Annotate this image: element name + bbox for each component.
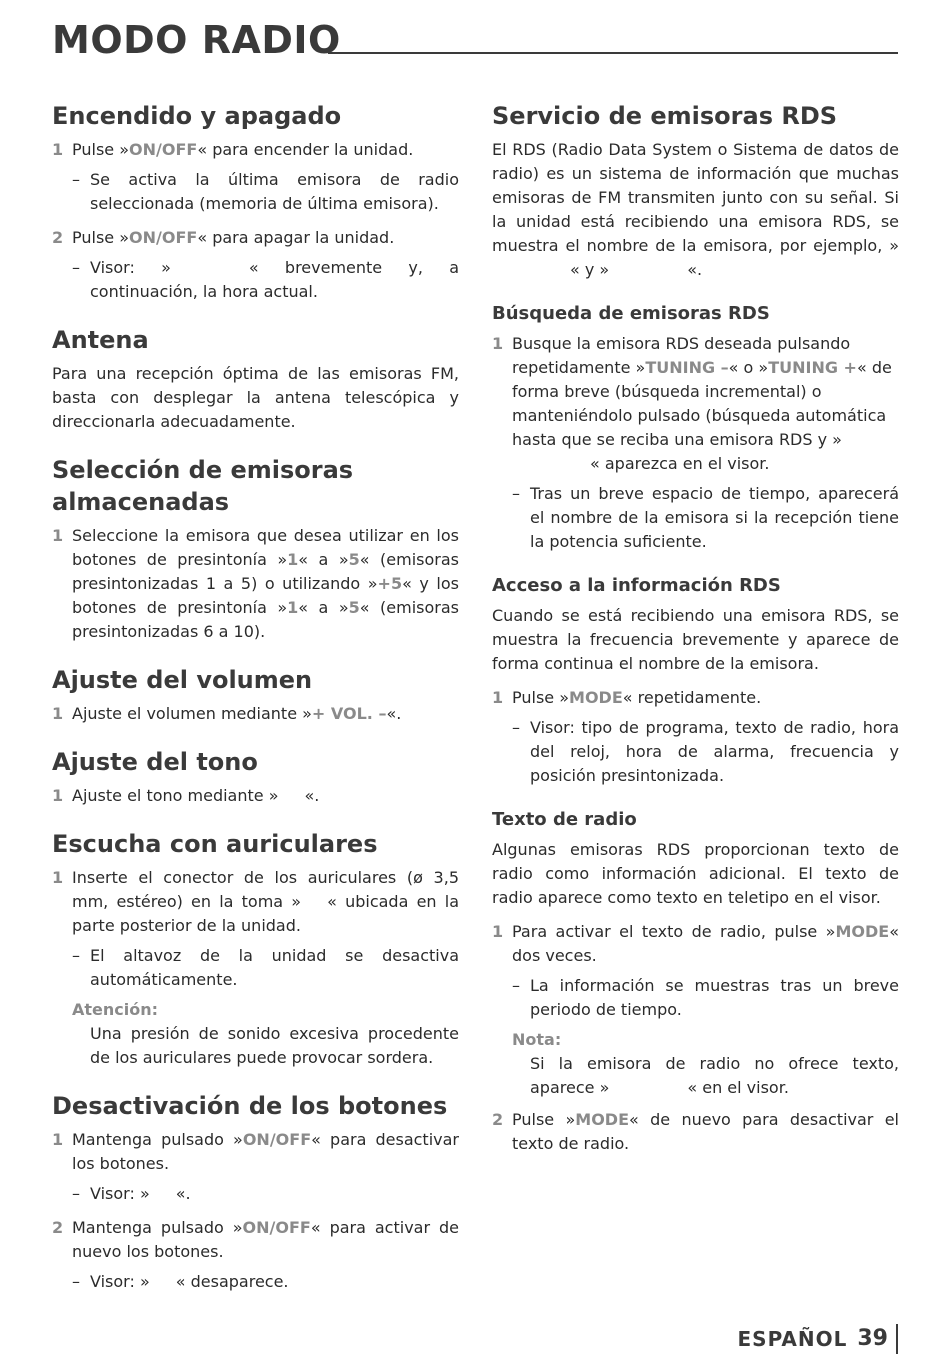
step-number: 2 bbox=[52, 1218, 64, 1237]
result-text-part: Visor: » bbox=[90, 1272, 150, 1291]
section-heading: Antena bbox=[52, 326, 149, 354]
paragraph: Para una recepción óptima de las emisoras FM, basta con desplegar la antena telescópica y direccionarla adecuadamente. bbox=[52, 364, 459, 431]
step-text bbox=[512, 686, 899, 710]
key-label: 5 bbox=[348, 550, 360, 569]
step-text bbox=[72, 702, 459, 726]
step-text-part: «. bbox=[386, 704, 402, 723]
key-label: TUNING + bbox=[768, 358, 857, 377]
step-text bbox=[72, 226, 459, 250]
result-item: – Visor: » «. bbox=[72, 1182, 459, 1206]
step-item bbox=[52, 702, 459, 726]
result-text bbox=[90, 1270, 459, 1294]
subsection-heading: Búsqueda de emisoras RDS bbox=[492, 303, 770, 324]
result-item: – Visor: » « desaparece. bbox=[72, 1270, 459, 1294]
section-volume bbox=[52, 664, 459, 726]
step-text bbox=[512, 332, 899, 476]
step-text-part: « para encender la unidad. bbox=[197, 140, 414, 159]
key-label: MODE bbox=[575, 1110, 629, 1129]
result-text-part: «. bbox=[175, 1184, 191, 1203]
step-text-part: « (emisoras presintonizadas 1 a 5) o utilizando » bbox=[72, 550, 459, 593]
step-text bbox=[72, 1216, 459, 1264]
paragraph-part: «. bbox=[687, 260, 703, 279]
step-text-part: Ajuste el tono mediante » bbox=[72, 786, 279, 805]
section-heading: Desactivación de los botones bbox=[52, 1092, 448, 1120]
key-label: ON/OFF bbox=[129, 140, 198, 159]
info-note bbox=[512, 1028, 899, 1100]
key-label: +5 bbox=[377, 574, 403, 593]
step-text-part: « o » bbox=[728, 358, 769, 377]
section-tone bbox=[52, 746, 459, 808]
step-text-part: Inserte el conector de los auriculares (ø 3,5 mm, estéreo) en la toma » bbox=[72, 868, 459, 911]
step-item bbox=[492, 686, 899, 710]
result-text: Visor: tipo de programa, texto de radio, hora del reloj, hora de alarma, frecuencia y posición presintonizada. bbox=[530, 718, 899, 785]
note-text-part: « en el visor. bbox=[687, 1078, 789, 1097]
result-text-part: « desaparece. bbox=[175, 1272, 289, 1291]
note-text: Una presión de sonido excesiva procedente de los auriculares puede provocar sordera. bbox=[90, 1024, 459, 1067]
step-text-part: « para activar de nuevo los botones. bbox=[72, 1218, 459, 1261]
section-heading: Servicio de emisoras RDS bbox=[492, 102, 838, 130]
step-text-part: Seleccione la emisora que desea utilizar en los botones de presintonía » bbox=[72, 526, 459, 569]
step-text-part: « para desactivar los botones. bbox=[72, 1130, 459, 1173]
step-text-part: Para activar el texto de radio, pulse » bbox=[512, 922, 836, 941]
step-text-part: « a » bbox=[298, 550, 349, 569]
result-item: – La información se muestras tras un breve periodo de tiempo. bbox=[512, 974, 899, 1022]
key-label: 5 bbox=[348, 598, 360, 617]
section-rds-info bbox=[492, 574, 899, 788]
result-item: – Visor: » « brevemente y, a continuación, la hora actual. bbox=[72, 256, 459, 304]
step-text bbox=[72, 784, 459, 808]
section-power bbox=[52, 100, 459, 304]
step-text-part: « (emisoras presintonizadas 6 a 10). bbox=[72, 598, 459, 641]
step-text-part: Mantenga pulsado » bbox=[72, 1130, 243, 1149]
key-label: TUNING – bbox=[645, 358, 729, 377]
step-text bbox=[512, 920, 899, 968]
section-heading: Ajuste del volumen bbox=[52, 666, 313, 694]
step-text bbox=[512, 1108, 899, 1156]
paragraph-part: « y » bbox=[570, 260, 610, 279]
section-stored-stations bbox=[52, 454, 459, 644]
step-number: 1 bbox=[52, 786, 64, 805]
step-text-part: Mantenga pulsado » bbox=[72, 1218, 243, 1237]
step-text-part: « a » bbox=[298, 598, 349, 617]
step-text-part: « aparezca en el visor. bbox=[590, 454, 770, 473]
subsection-heading: Acceso a la información RDS bbox=[492, 575, 781, 596]
note-label: Nota: bbox=[512, 1030, 562, 1049]
right-column bbox=[492, 100, 899, 1176]
result-item: – Visor: tipo de programa, texto de radio, hora del reloj, hora de alarma, frecuencia y posición presintonizada. bbox=[512, 716, 899, 788]
step-text-part: «. bbox=[304, 786, 320, 805]
step-number: 1 bbox=[52, 704, 64, 723]
step-text-part: « para apagar la unidad. bbox=[197, 228, 395, 247]
step-item bbox=[492, 1108, 899, 1156]
section-antenna bbox=[52, 324, 459, 434]
note-text-part: Si la emisora de radio no ofrece texto, aparece » bbox=[530, 1054, 899, 1097]
section-heading: Encendido y apagado bbox=[52, 102, 342, 130]
step-item bbox=[492, 920, 899, 968]
key-label: ON/OFF bbox=[129, 228, 198, 247]
result-text: Tras un breve espacio de tiempo, aparecerá el nombre de la emisora si la recepción tiene la potencia suficiente. bbox=[530, 484, 899, 551]
note-label: Atención: bbox=[72, 1000, 159, 1019]
result-text bbox=[90, 1182, 459, 1206]
step-number: 1 bbox=[492, 688, 504, 707]
page-footer bbox=[738, 1324, 898, 1354]
section-lock bbox=[52, 1090, 459, 1294]
key-label: 1 bbox=[287, 598, 299, 617]
step-text-part: « de forma breve (búsqueda incremental) o manteniéndolo pulsado (búsqueda automática hasta que se reciba una emisora RDS y » bbox=[512, 358, 892, 449]
step-number: 1 bbox=[52, 140, 64, 159]
step-item bbox=[52, 866, 459, 938]
section-heading: Escucha con auriculares bbox=[52, 830, 378, 858]
section-rds-search bbox=[492, 302, 899, 554]
step-number: 2 bbox=[492, 1110, 504, 1129]
step-item bbox=[52, 138, 459, 162]
warning-note bbox=[72, 998, 459, 1070]
step-item bbox=[492, 332, 899, 476]
result-item: – Se activa la última emisora de radio seleccionada (memoria de última emisora). bbox=[72, 168, 459, 216]
footer-language: ESPAÑOL bbox=[737, 1327, 848, 1351]
step-text-part: « ubicada en la parte posterior de la unidad. bbox=[72, 892, 459, 935]
section-heading: Ajuste del tono bbox=[52, 748, 258, 776]
key-label: MODE bbox=[569, 688, 623, 707]
note-text bbox=[530, 1052, 899, 1100]
step-text-part: « repetidamente. bbox=[622, 688, 762, 707]
section-rds bbox=[492, 100, 899, 282]
paragraph bbox=[492, 138, 899, 282]
title-rule bbox=[328, 52, 898, 54]
step-text bbox=[72, 138, 459, 162]
result-text-part: « brevemente y, a continuación, la hora actual. bbox=[90, 258, 459, 301]
step-text-part: Pulse » bbox=[512, 1110, 576, 1129]
section-heading: Selección de emisoras almacenadas bbox=[52, 456, 354, 516]
step-item bbox=[52, 226, 459, 250]
page-title: MODO RADIO bbox=[52, 18, 341, 62]
step-text-part: Ajuste el volumen mediante » bbox=[72, 704, 312, 723]
step-item bbox=[52, 1128, 459, 1176]
step-text-part: Pulse » bbox=[512, 688, 570, 707]
subsection-heading: Texto de radio bbox=[492, 809, 637, 830]
key-label: + VOL. – bbox=[311, 704, 387, 723]
result-text: Se activa la última emisora de radio seleccionada (memoria de última emisora). bbox=[90, 170, 459, 213]
step-number: 1 bbox=[492, 922, 504, 941]
result-text-part: Visor: » bbox=[90, 258, 171, 277]
result-text bbox=[90, 256, 459, 304]
step-number: 1 bbox=[52, 868, 64, 887]
paragraph: Cuando se está recibiendo una emisora RDS, se muestra la frecuencia brevemente y aparece de forma continua el nombre de la emisora. bbox=[492, 606, 899, 673]
key-label: ON/OFF bbox=[242, 1130, 312, 1149]
step-text-part: « de nuevo para desactivar el texto de radio. bbox=[512, 1110, 899, 1153]
step-text bbox=[72, 1128, 459, 1176]
step-text-part: « dos veces. bbox=[512, 922, 899, 965]
result-item: – El altavoz de la unidad se desactiva automáticamente. bbox=[72, 944, 459, 992]
paragraph: Algunas emisoras RDS proporcionan texto de radio como información adicional. El texto de radio aparece como texto en teletipo en el visor. bbox=[492, 840, 899, 907]
step-text-part: « y los botones de presintonía » bbox=[72, 574, 459, 617]
step-number: 1 bbox=[52, 1130, 64, 1149]
step-number: 1 bbox=[52, 526, 64, 545]
left-column bbox=[52, 100, 459, 1314]
step-item bbox=[52, 524, 459, 644]
result-text: El altavoz de la unidad se desactiva automáticamente. bbox=[90, 946, 459, 989]
result-text: La información se muestras tras un breve periodo de tiempo. bbox=[530, 976, 899, 1019]
key-label: ON/OFF bbox=[242, 1218, 311, 1237]
step-item bbox=[52, 784, 459, 808]
page-number: 39 bbox=[857, 1324, 898, 1354]
step-text-part: Pulse » bbox=[72, 228, 130, 247]
step-text bbox=[72, 524, 459, 644]
section-headphones bbox=[52, 828, 459, 1070]
key-label: MODE bbox=[835, 922, 890, 941]
result-item: – Tras un breve espacio de tiempo, aparecerá el nombre de la emisora si la recepción tiene la potencia suficiente. bbox=[512, 482, 899, 554]
step-text bbox=[72, 866, 459, 938]
key-label: 1 bbox=[287, 550, 299, 569]
section-radio-text bbox=[492, 808, 899, 1156]
step-number: 1 bbox=[492, 334, 504, 353]
step-text-part: Busque la emisora RDS deseada pulsando repetidamente » bbox=[512, 334, 851, 377]
result-text-part: Visor: » bbox=[90, 1184, 150, 1203]
paragraph-part: El RDS (Radio Data System o Sistema de datos de radio) es un sistema de información que muchas emisoras de FM transmiten junto con su señal. Si la unidad está recibiendo una emisora RDS, se muestra el nombre de la emisora, por ejemplo, » bbox=[492, 140, 899, 255]
step-number: 2 bbox=[52, 228, 64, 247]
step-item bbox=[52, 1216, 459, 1264]
step-text-part: Pulse » bbox=[72, 140, 130, 159]
